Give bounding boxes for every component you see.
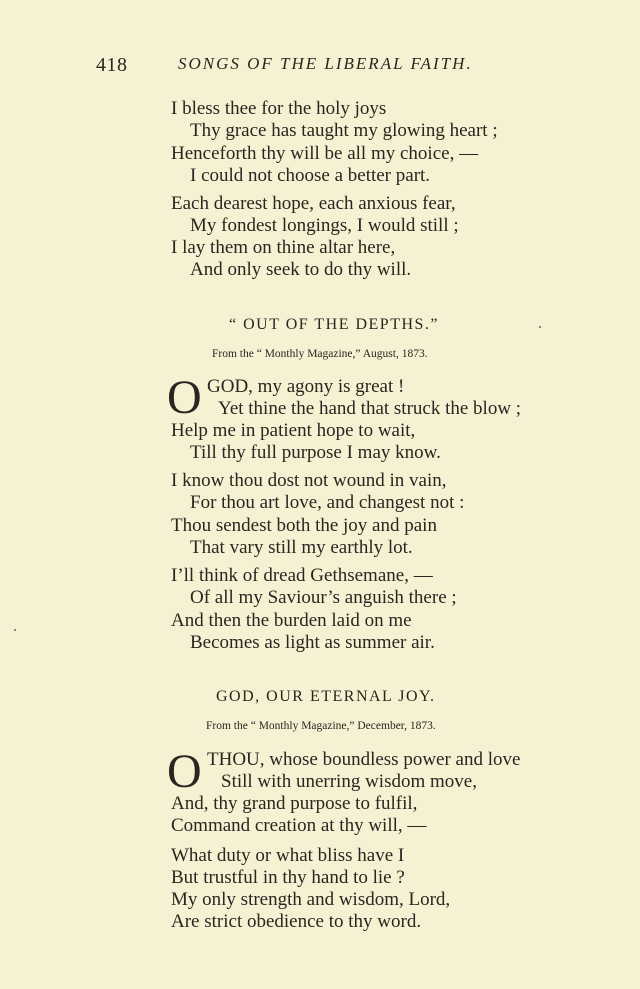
verse-line: GOD, my agony is great ! [207,376,405,397]
print-speck [14,629,16,631]
verse-line: Each dearest hope, each anxious fear, [171,193,456,214]
verse-line: I lay them on thine altar here, [171,237,396,258]
verse-line: My only strength and wisdom, Lord, [171,889,451,910]
verse-line: Help me in patient hope to wait, [171,420,416,441]
verse-line: And only seek to do thy will. [190,259,412,280]
verse-line: I’ll think of dread Gethsemane, — [171,565,433,586]
verse-line: THOU, whose boundless power and love [207,749,521,770]
verse-line: Are strict obedience to thy word. [171,911,422,932]
verse-line: Command creation at thy will, — [171,815,427,836]
poem-title: GOD, OUR ETERNAL JOY. [216,688,436,705]
verse-line: Henceforth thy will be all my choice, — [171,143,479,164]
verse-line: Still with unerring wisdom move, [221,771,477,792]
verse-line: I bless thee for the holy joys [171,98,387,119]
verse-line: Thy grace has taught my glowing heart ; [190,120,498,141]
poem-source: From the “ Monthly Magazine,” August, 1873. [212,348,428,360]
page-number: 418 [96,54,128,76]
verse-line: I could not choose a better part. [190,165,431,186]
verse-line: And, thy grand purpose to fulfil, [171,793,418,814]
verse-line: Thou sendest both the joy and pain [171,515,437,536]
verse-line: And then the burden laid on me [171,610,412,631]
drop-cap: O [167,745,202,798]
verse-line: For thou art love, and changest not : [190,492,465,513]
print-speck [539,326,541,328]
running-head: SONGS OF THE LIBERAL FAITH. [178,54,473,73]
verse-line: Becomes as light as summer air. [190,632,435,653]
verse-line: Till thy full purpose I may know. [190,442,441,463]
page-header [96,54,516,78]
verse-line: Of all my Saviour’s anguish there ; [190,587,457,608]
verse-line: But trustful in thy hand to lie ? [171,867,405,888]
verse-line: That vary still my earthly lot. [190,537,413,558]
verse-line: Yet thine the hand that struck the blow ; [218,398,522,419]
drop-cap: O [167,371,202,424]
poem-title: “ OUT OF THE DEPTHS.” [229,316,440,333]
poem-source: From the “ Monthly Magazine,” December, 1873. [206,720,436,732]
verse-line: What duty or what bliss have I [171,845,405,866]
verse-line: My fondest longings, I would still ; [190,215,459,236]
verse-line: I know thou dost not wound in vain, [171,470,447,491]
